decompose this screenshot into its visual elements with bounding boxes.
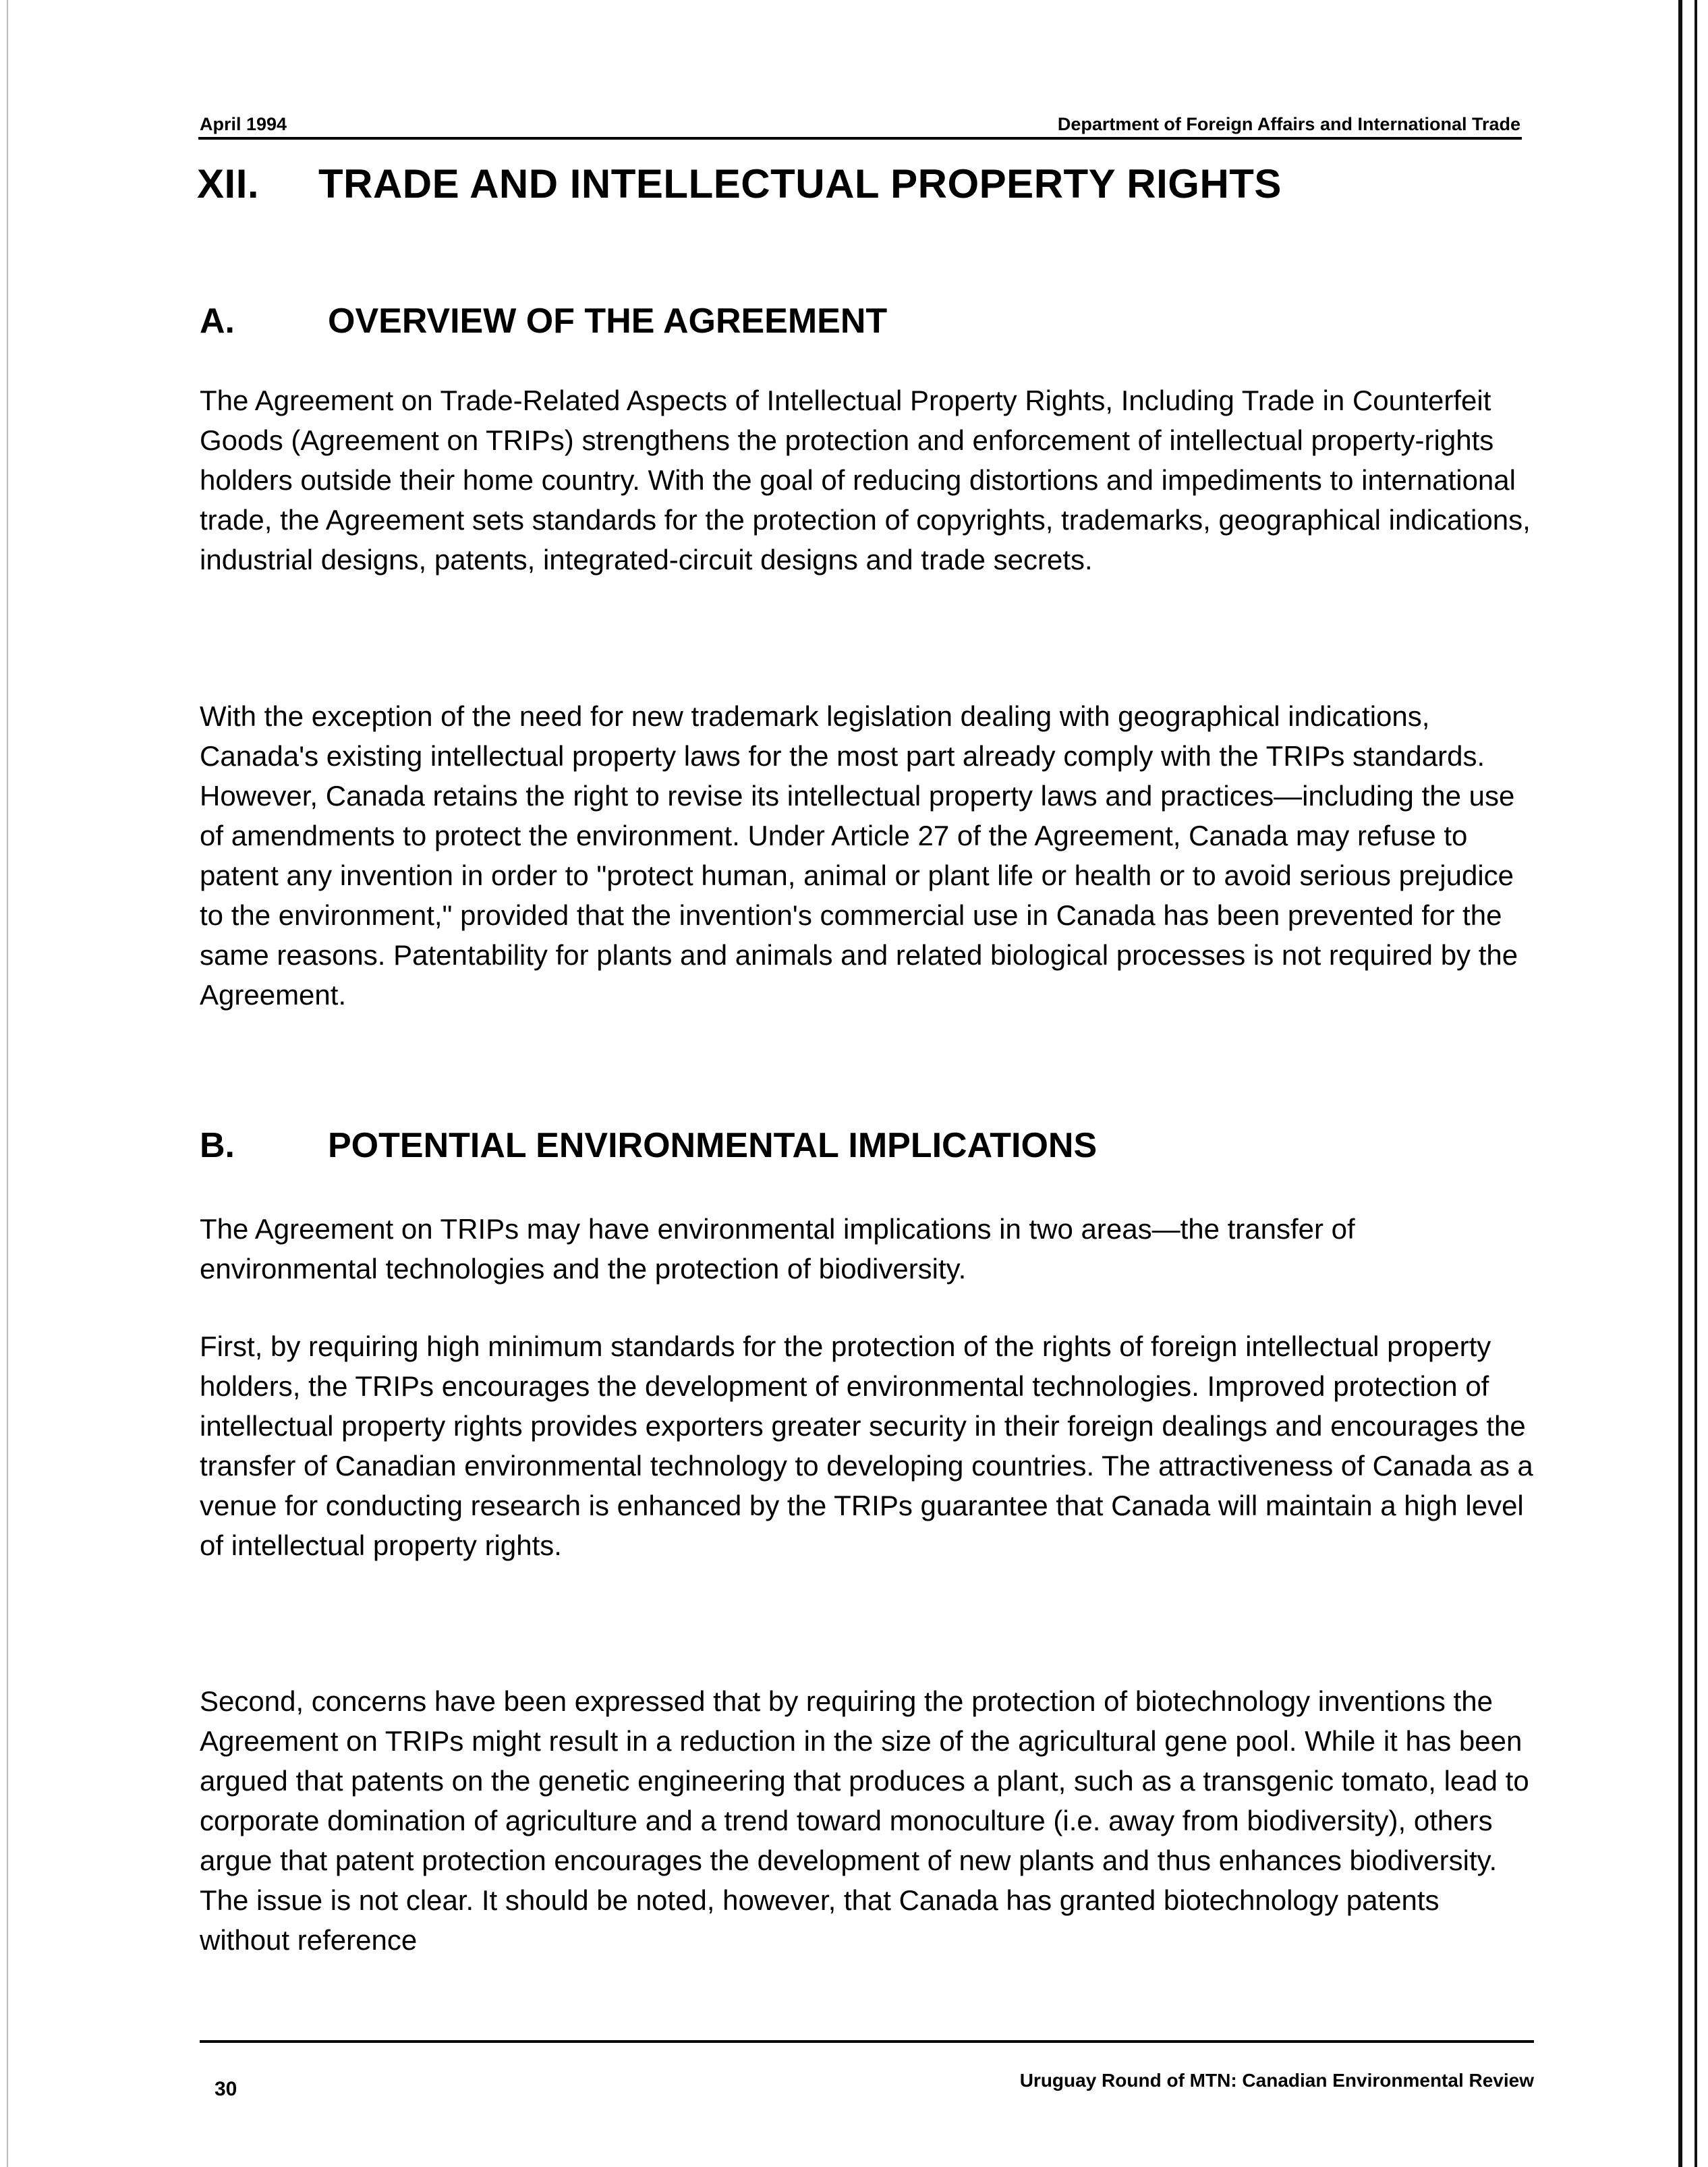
- chapter-title: [197, 161, 1479, 207]
- section-b-heading: [200, 1125, 1097, 1166]
- page-header: [200, 107, 1520, 139]
- section-b-title: POTENTIAL ENVIRONMENTAL IMPLICATIONS: [328, 1126, 1098, 1165]
- section-a-heading: [200, 301, 887, 341]
- section-b-paragraph-3: Second, concerns have been expressed that by requiring the protection of biotechnology inventions the Agreement on TRIPs might result in a reduction in the size of the agricultural gene pool. While it has been argued that patents on the genetic engineering that produces a plant, such as a transgenic tomato, lead to corporate domination of agriculture and a trend toward monoculture (i.e. away from biodiversity), others argue that patent protection encourages the development of new plants and thus enhances biodiversity. The issue is not clear. It should be noted, however, that Canada has granted biotechnology patents without reference: [200, 1685, 1529, 1956]
- footer-rule: [200, 2040, 1534, 2043]
- scan-right-border-outer: [1695, 0, 1697, 2167]
- header-date: April 1994: [200, 114, 287, 134]
- header-rule: [198, 137, 1522, 140]
- section-a-paragraph-1: The Agreement on Trade-Related Aspects of Intellectual Property Rights, Including Trade in Counterfeit Goods (Agreement on TRIPs) strengthens the protection and enforcement of intellectual property-rights holders outside their home country. With the goal of reducing distortions and impediments to international trade, the Agreement sets standards for the protection of copyrights, trademarks, geographical indications, industrial designs, patents, integrated-circuit designs and trade secrets.: [200, 385, 1531, 575]
- section-a-title: OVERVIEW OF THE AGREEMENT: [328, 302, 888, 341]
- section-b-letter: B.: [200, 1126, 235, 1165]
- scan-right-border: [1678, 0, 1682, 2167]
- page-number: 30: [215, 2078, 237, 2100]
- chapter-title-text: TRADE AND INTELLECTUAL PROPERTY RIGHTS: [318, 161, 1282, 206]
- chapter-number: XII.: [197, 161, 260, 206]
- header-department: Department of Foreign Affairs and International Trade: [1057, 114, 1520, 134]
- footer-publication: Uruguay Round of MTN: Canadian Environmental Review: [1019, 2070, 1534, 2091]
- section-b-paragraph-2: First, by requiring high minimum standards for the protection of the rights of foreign intellectual property holders, the TRIPs encourages the development of environmental technologies. Improved protection of intellectual property rights provides exporters greater security in their foreign dealings and encourages the transfer of Canadian environmental technology to developing countries. The attractiveness of Canada as a venue for conducting research is enhanced by the TRIPs guarantee that Canada will maintain a high level of intellectual property rights.: [200, 1330, 1533, 1561]
- section-a-letter: A.: [200, 302, 235, 341]
- section-a-paragraph-2: With the exception of the need for new trademark legislation dealing with geographical indications, Canada's existing intellectual property laws for the most part already comply with the TRIPs standards. However, Canada retains the right to revise its intellectual property laws and practices—including the use of amendments to protect the environment. Under Article 27 of the Agreement, Canada may refuse to patent any invention in order to "protect human, animal or plant life or health or to avoid serious prejudice to the environment," provided that the invention's commercial use in Canada has been prevented for the same reasons. Patentability for plants and animals and related biological processes is not required by the Agreement.: [200, 700, 1518, 1011]
- scan-left-edge: [7, 0, 8, 2167]
- section-b-paragraph-1: The Agreement on TRIPs may have environmental implications in two areas—the transfer of environmental technologies and the protection of biodiversity.: [200, 1213, 1355, 1285]
